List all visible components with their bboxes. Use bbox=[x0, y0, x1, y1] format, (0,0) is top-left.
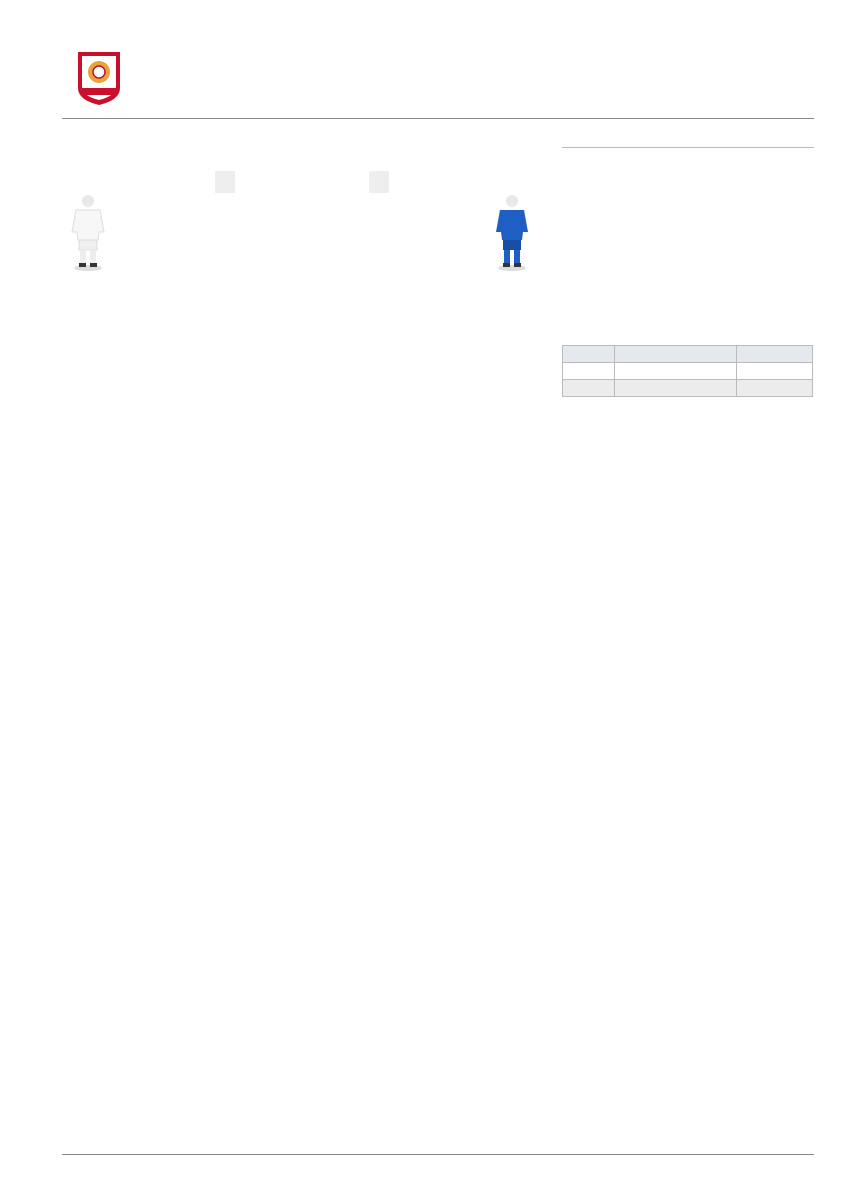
home-kit-icon bbox=[68, 192, 108, 272]
header-divider bbox=[62, 118, 814, 119]
home-score bbox=[215, 171, 235, 193]
away-kit-icon bbox=[492, 192, 532, 272]
officials-divider bbox=[562, 147, 814, 148]
time-added bbox=[737, 363, 813, 380]
round-info bbox=[200, 137, 404, 147]
time-added bbox=[737, 380, 813, 397]
time-period bbox=[563, 363, 615, 380]
footer-divider bbox=[62, 1154, 814, 1155]
away-score bbox=[369, 171, 389, 193]
time-period bbox=[563, 380, 615, 397]
time-col-start-end bbox=[615, 346, 737, 363]
time-range bbox=[615, 380, 737, 397]
league-logo bbox=[76, 50, 122, 106]
time-range bbox=[615, 363, 737, 380]
time-table bbox=[562, 345, 813, 397]
time-col-ht bbox=[737, 346, 813, 363]
